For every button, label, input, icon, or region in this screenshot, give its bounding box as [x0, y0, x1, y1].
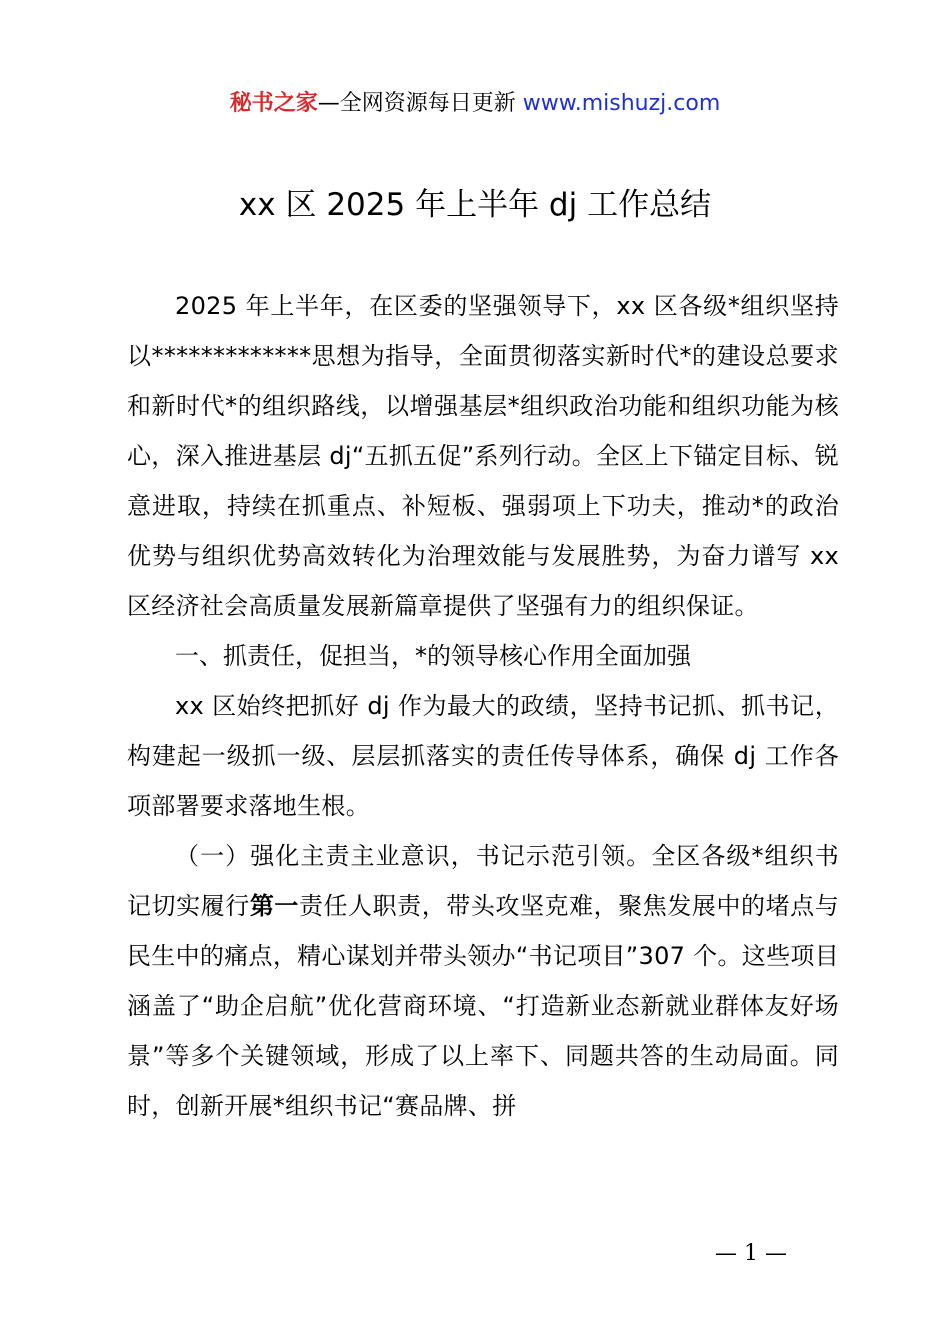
subsection-paragraph: [127, 831, 839, 1131]
bold-emphasis: 第一: [249, 892, 299, 920]
subsection-text-start: （一）强化主责主业意识，书记示范引领。全区各级*组织书记切实履行: [127, 842, 839, 920]
section-paragraph: xx 区始终把抓好 dj 作为最大的政绩，坚持书记抓、抓书记，构建起一级抓一级、层层抓落实的责任传导体系，确保 dj 工作各项部署要求落地生根。: [127, 692, 839, 820]
page-number: — 1 —: [715, 1241, 787, 1266]
banner-tagline: —全网资源每日更新: [317, 91, 523, 116]
intro-paragraph: 2025 年上半年，在区委的坚强领导下，xx 区各级*组织坚持以*************思想为指导，全面贯彻落实新时代*的建设总要求和新时代*的组织路线，以增强基层*组织政治功能和组织功能为核心，深入推进基层 dj“五抓五促”系列行动。全区上下锚定目标、锐意进取，持续在抓重点、补短板、强弱项上下功夫，推动*的政治优势与组织优势高效转化为治理效能与发展胜势，为奋力谱写 xx 区经济社会高质量发展新篇章提供了坚强有力的组织保证。: [127, 292, 839, 620]
subsection-text-end: 责任人职责，带头攻坚克难，聚焦发展中的堵点与民生中的痛点，精心谋划并带头领办“书记项目”307 个。这些项目涵盖了“助企启航”优化营商环境、“打造新业态新就业群体友好场景”等多个关键领域，形成了以上率下、同题共答的生动局面。同时，创新开展*组织书记“赛品牌、拼: [127, 892, 839, 1120]
section-heading: 一、抓责任，促担当，*的领导核心作用全面加强: [175, 642, 691, 670]
brand-name: 秘书之家: [229, 91, 318, 116]
site-banner: [0, 88, 950, 120]
site-url-link[interactable]: www.mishuzj.com: [522, 91, 721, 116]
document-body: [127, 281, 839, 1131]
document-title: xx 区 2025 年上半年 dj 工作总结: [238, 187, 712, 223]
